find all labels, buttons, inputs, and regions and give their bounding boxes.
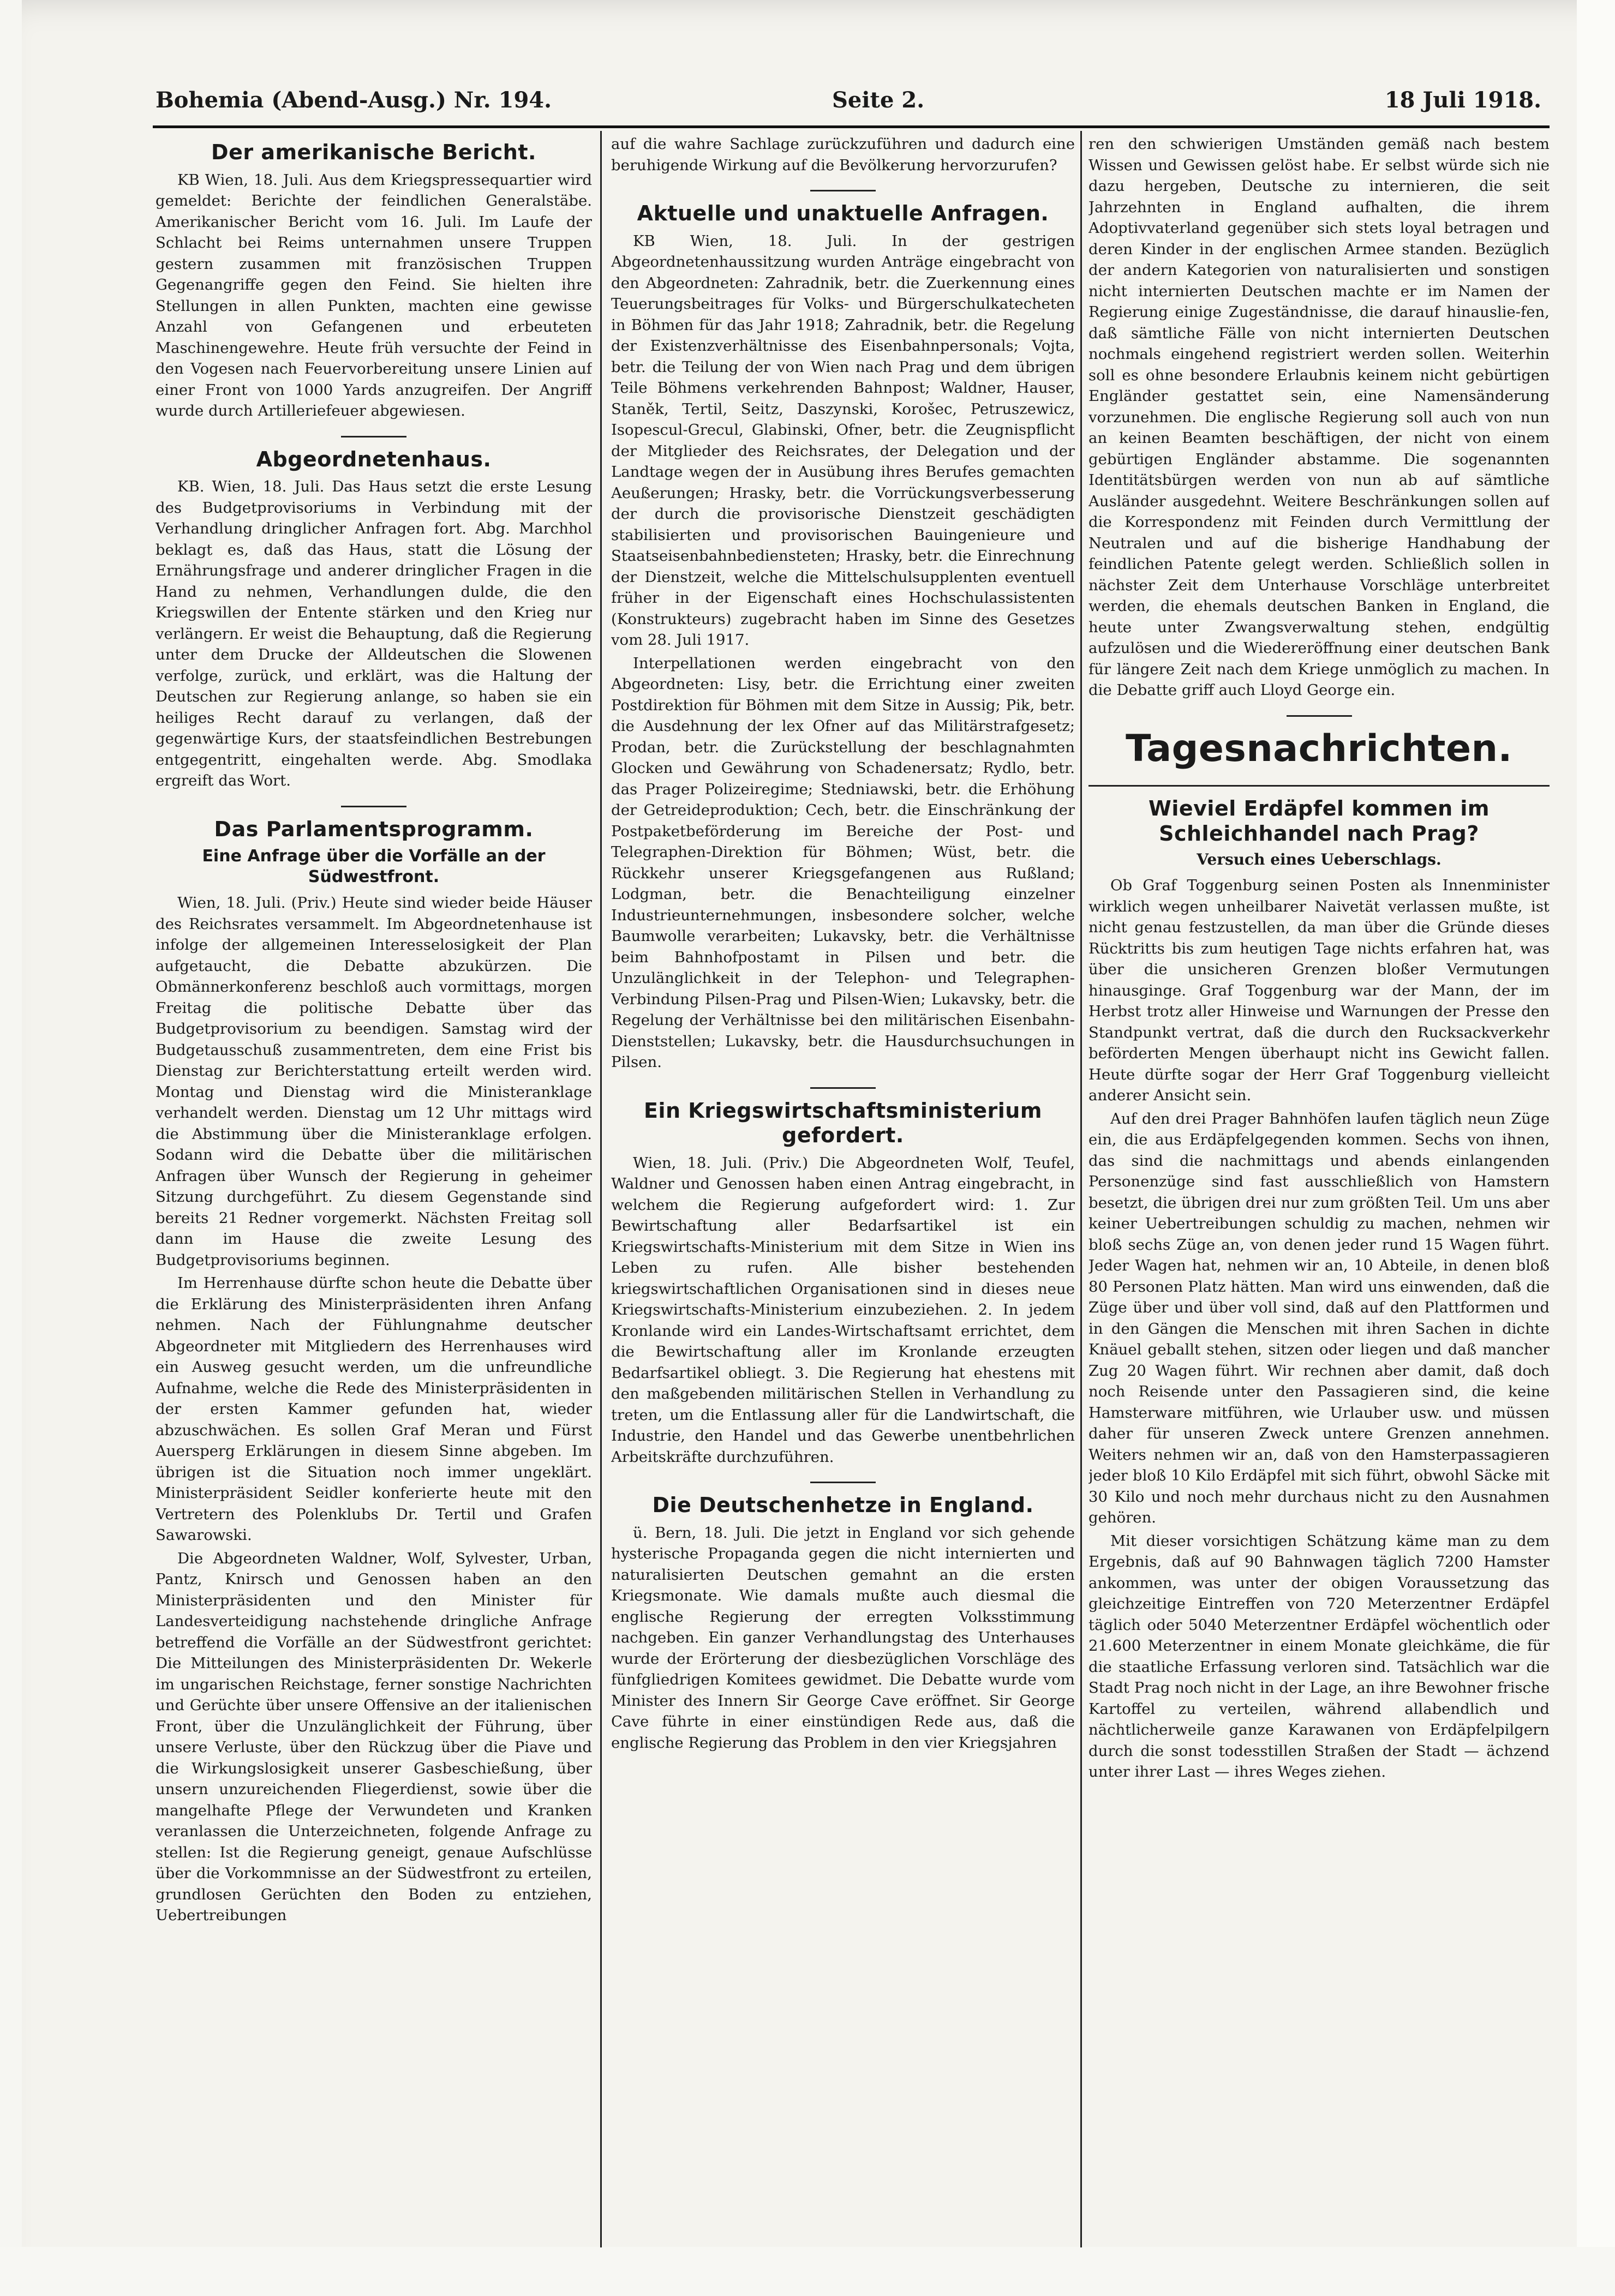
article-separator — [810, 1482, 876, 1483]
article-body — [155, 892, 592, 1926]
article-headline: Wieviel Erdäpfel kommen im Schleichhandel nach Prag? — [1148, 796, 1490, 846]
paragraph: KB Wien, 18. Juli. In der gestrigen Abgeordnetenhaussitzung wurden Anträge eingebracht von den Abgeordneten: Zahradnik, betr. die Zuerkennung eines Teuerungsbeitrages für Volks- und Bürgerschulkatecheten in Böhmen für das Jahr 1918; Zahradnik, betr. die Regelung der Existenzverhältnisse des Eisenbahnpersonals; Vojta, betr. die Teilung der von Wien nach Prag und dem übrigen Teile Böhmens verkehrenden Bahnpost; Waldner, Hauser, Staněk, Tertil, Seitz, Daszynski, Korošec, Petruszewicz, Isopescul-Grecul, Glabinski, Ofner, betr. die Zeugnispflicht der Mitglieder des Reichsrates, der Delegation und der Landtage wegen der in Ausübung ihres Berufes gemachten Aeußerungen; Hrasky, betr. die Vorrückungsverbesserung der durch die provisorische Dienstzeit geschädigten stabilisierten und provisorischen Bauingenieure und Staatseisenbahnbediensteten; Hrasky, betr. die Einrechnung der Dienstzeit, welche die Mittelschulsupplenten eventuell früher in der Eigenschaft eines Hochschulassistenten (Konstrukteurs) zugebracht haben im Sinne des Gesetzes vom 28. Juli 1917. — [611, 232, 1075, 649]
paragraph: Ob Graf Toggenburg seinen Posten als Innenminister wirklich wegen unheilbarer Naivetät verlassen mußte, ist nicht genau festzustellen, da man über die Gründe dieses Rücktritts bis zum heutigen Tage nichts erfahren hat, was über die unsicheren Grenzen bloßer Vermutungen hinausginge. Graf Toggenburg war der Mann, der im Herbst trotz aller Hinweise und Warnungen der Presse den Standpunkt vertrat, daß die durch den Rucksackverkehr beförderten Mengen überhaupt nicht ins Gewicht fallen. Heute dürfte sogar der Herr Graf Toggenburg vielleicht anderer Ansicht sein. — [1088, 877, 1550, 1105]
article-kicker: Versuch eines Ueberschlags. — [1197, 850, 1441, 869]
paragraph: KB. Wien, 18. Juli. Das Haus setzt die erste Lesung des Budgetprovisoriums in Verbindung mit der Verhandlung dringlicher Anfragen fort. Abg. Marchhol beklagt es, daß das Haus, statt die Lösung der Ernährungsfrage und anderer dringlicher Fragen in die Hand zu nehmen, Verhandlungen dulde, die den Kriegswillen der Entente stärken und den Krieg nur verlängern. Er weist die Behauptung, daß die Regierung unter dem Drucke der Alldeutschen die Slowenen verfolge, zurück, und erklärt, was die Haltung der Deutschen zur Regierung anlange, so haben sie ein heiliges Recht darauf zu verlangen, daß der gegenwärtige Kurs, der staatsfeindlichen Bestrebungen entgegentritt, eingehalten werde. Abg. Smodlaka ergreift das Wort. — [155, 478, 592, 790]
article — [1088, 134, 1550, 701]
column-2 — [611, 134, 1075, 2207]
paragraph: Interpellationen werden eingebracht von den Abgeordneten: Lisy, betr. die Errichtung einer zweiten Postdirektion für Böhmen mit dem Sitze in Aussig; Pik, betr. die Ausdehnung der lex Ofner auf das Militärstrafgesetz; Prodan, betr. die Zurückstellung der beschlagnahmten Glocken und Gewährung von Schadenersatz; Rydlo, betr. das Prager Polizeiregime; Stedniawski, betr. die Erhöhung der Getreideproduktion; Cech, betr. die Einschränkung der Postpaketbeförderung im Bereiche der Post- und Telegraphen-Direktion für Böhmen; Wüst, betr. die Rückkehr unserer Kriegsgefangenen aus Rußland; Lodgman, betr. die Benachteiligung einzelner Industrieunternehmungen, insbesondere solcher, welche Baumwolle verarbeiten; Lukavsky, betr. die Verhältnisse beim Bahnhofpostamt in Pilsen und betr. die Unzulänglichkeit in der Telephon- und Telegraphen-Verbindung Pilsen-Prag und Pilsen-Wien; Lukavsky, betr. die Regelung der Verhältnisse bei den militärischen Eisenbahn-Dienststellen; Lukavsky, betr. die Hausdurchsuchungen in Pilsen. — [611, 654, 1075, 1071]
article — [611, 1099, 1075, 1468]
article-body — [611, 1153, 1075, 1468]
article-body — [155, 170, 592, 422]
page-edge-right — [1577, 0, 1615, 2296]
paragraph: Die Abgeordneten Waldner, Wolf, Sylvester, Urban, Pantz, Knirsch und Genossen haben an den Ministerpräsidenten und den Minister für Landesverteidigung nachstehende dringliche Anfrage betreffend die Vorfälle an der Südwestfront gerichtet: Die Mitteilungen des Ministerpräsidenten Dr. Wekerle im ungarischen Reichstage, ferner sonstige Nachrichten und Gerüchte über unsere Offensive an der italienischen Front, über die Unzulänglichkeit der Führung, über unsere Verluste, über den Rückzug über die Piave und die Wirkungslosigkeit unserer Gasbeschießung, über unsern unzureichenden Fliegerdienst, sowie über die mangelhafte Pflege der Verwundeten und Kranken veranlassen die Unterzeichneten, folgende Anfrage zu stellen: Ist die Regierung geneigt, genaue Aufschlüsse über die Vorkommnisse an der Südwestfront zu erteilen, grundlosen Gerüchten den Boden zu entziehen, Uebertreibungen — [155, 1549, 592, 1925]
article — [155, 140, 592, 422]
section-title: Tagesnachrichten. — [1126, 727, 1512, 770]
article-headline: Ein Kriegswirtschaftsministerium gefordert. — [644, 1098, 1042, 1148]
paragraph: ren den schwierigen Umständen gemäß nach bestem Wissen und Gewissen gelöst habe. Er selbst würde sich nie dazu hergeben, Deutsche zu internieren, die seit Jahrzehnten in England aufhalten, die ihrem Adoptivvaterland gegenüber sich stets loyal betragen und deren Kinder in der englischen Armee standen. Bezüglich der andern Kategorien von naturalisierten und sonstigen nicht internierten Deutschen machte er im Namen der Regierung einige Zugeständnisse, die darauf hinauslie-fen, daß sämtliche Fälle von nicht internierten Deutschen nochmals eingehend registriert werden sollen. Weiterhin soll es ohne besondere Erlaubnis keinem nicht gebürtigen Engländer gestattet sein, eine Namensänderung vorzunehmen. Die englische Regierung soll auch von nun an keinen Beamten beschäftigen, der nicht von einem gebürtigen Engländer abstamme. Die sogenannten Identitätsbürgen werden von nun ab auf sämtliche Ausländer ausgedehnt. Weitere Beschränkungen sollen auf die Korrespondenz mit Feinden durch Vermittlung der Neutralen und auf die bisherige Handhabung der feindlichen Patente gelegt werden. Schließlich sollen in nächster Zeit dem Unterhause Vorschläge unterbreitet werden, die ehemals deutschen Banken in England, die heute unter Zwangsverwaltung stehen, endgültig aufzulösen und die Wiedereröffnung einer deutschen Bank für längere Zeit nach dem Kriege unmöglich zu machen. In die Debatte griff auch Lloyd George ein. — [1088, 135, 1550, 699]
column-divider — [1080, 131, 1082, 2247]
column-divider — [600, 131, 602, 2247]
article — [611, 134, 1075, 176]
article-separator — [1287, 715, 1352, 717]
page-edge-left — [0, 0, 22, 2296]
article-headline: Das Parlamentsprogramm. — [214, 817, 534, 841]
article-headline: Die Deutschenhetze in England. — [652, 1493, 1034, 1518]
page-edge-bottom — [0, 2247, 1615, 2296]
article-body — [611, 1522, 1075, 1754]
article-body — [155, 476, 592, 792]
page-number: Seite 2. — [832, 87, 925, 113]
issue-date: 18 Juli 1918. — [1384, 87, 1541, 113]
article-subhead: Eine Anfrage über die Vorfälle an der Südwestfront. — [202, 847, 546, 886]
article-headline: Der amerikanische Bericht. — [211, 140, 536, 164]
masthead-issue: Bohemia (Abend-Ausg.) Nr. 194. — [155, 87, 552, 113]
header-rule — [153, 125, 1550, 128]
article-separator — [810, 190, 876, 191]
running-head — [155, 82, 1541, 120]
paragraph: Mit dieser vorsichtigen Schätzung käme man zu dem Ergebnis, daß auf 90 Bahnwagen täglich 7200 Hamster ankommen, was unter der obigen Voraussetzung das gleichzeitige Eintreffen von 720 Meterzentner Erdäpfel täglich oder 5040 Meterzentner Erdäpfel wöchentlich oder 21.600 Meterzentner in einem Monate gleichkäme, die für die staatliche Erfassung verloren sind. Tatsächlich war die Stadt Prag noch nicht in der Lage, an ihre Bewohner frische Kartoffel zu verteilen, während allabendlich und nächtlicherweile ganze Karawanen von Erdäpfelpilgern durch die sonst todesstillen Straßen der Stadt — ächzend unter ihrer Last — ihres Weges ziehen. — [1088, 1532, 1550, 1781]
article-headline: Abgeordnetenhaus. — [256, 447, 492, 471]
paragraph: Wien, 18. Juli. (Priv.) Heute sind wieder beide Häuser des Reichsrates versammelt. Im Abgeordnetenhause ist infolge der allgemeinen Interesselosigkeit der Plan aufgetaucht, die Debatte abzukürzen. Die Obmännerkonferenz beschloß auch vormittags, morgen Freitag die politische Debatte über das Budgetprovisorium zu beendigen. Samstag wird der Budgetausschuß zusammentreten, dem eine Frist bis Dienstag zur Berichterstattung erteilt werden wird. Montag und Dienstag wird die Ministeranklage verhandelt werden. Dienstag um 12 Uhr mittags wird die Abstimmung über die Ministeranklage erfolgen. Sodann wird die Debatte über die militärischen Anfragen über Wunsch der Regierung in geheimer Sitzung durchgeführt. Zu diesem Gegenstande sind bereits 21 Redner vorgemerkt. Nächsten Freitag soll dann im Hause die zweite Lesung des Budgetprovisoriums beginnen. — [155, 894, 592, 1269]
article — [1088, 796, 1550, 1783]
article-separator — [341, 806, 406, 807]
paragraph: Wien, 18. Juli. (Priv.) Die Abgeordneten Wolf, Teufel, Waldner und Genossen haben einen Antrag eingebracht, in welchem die Regierung aufgefordert wird: 1. Zur Bewirtschaftung aller Bedarfsartikel ist ein Kriegswirtschafts-Ministerium mit dem Sitze in Wien ins Leben zu rufen. Alle bisher bestehenden kriegswirtschaftlichen Organisationen sind in dieses neue Kriegswirtschafts-Ministerium einzubeziehen. 2. In jedem Kronlande wird ein Landes-Wirtschaftsamt errichtet, dem die Bewirtschaftung aller im Kronlande erzeugten Bedarfsartikel obliegt. 3. Die Regierung hat ehestens mit den maßgebenden militärischen Stellen in Verhandlung zu treten, um die Entlassung aller für die Landwirtschaft, die Industrie, den Handel und das Gewerbe unentbehrlichen Arbeitskräfte durchzuführen. — [611, 1154, 1075, 1466]
article-separator — [341, 436, 406, 437]
paragraph: KB Wien, 18. Juli. Aus dem Kriegspressequartier wird gemeldet: Berichte der feindlichen Generalstäbe. Amerikanischer Bericht vom 16. Juli. Im Laufe der Schlacht bei Reims unternahmen unsere Truppen gestern zusammen mit französischen Truppen Gegenangriffe gegen den Feind. Sie hielten ihre Stellungen in allen Punkten, machten eine gewisse Anzahl von Gefangenen und erbeuteten Maschinengewehre. Heute früh versuchte der Feind in den Vogesen nach Feuervorbereitung unsere Linien auf einer Front von 1000 Yards anzugreifen. Der Angriff wurde durch Artilleriefeuer abgewiesen. — [155, 171, 592, 420]
article-body — [611, 134, 1075, 176]
paragraph: Auf den drei Prager Bahnhöfen laufen täglich neun Züge ein, die aus Erdäpfelgegenden kommen. Sechs von ihnen, das sind die nachmittags und abends einlangenden Personenzüge sind fast ausschließlich von Hamstern besetzt, die übrigen drei nur zum größten Teil. Um uns aber keiner Uebertreibungen schuldig zu machen, nehmen wir bloß sechs Züge an, von denen jeder rund 15 Wagen führt. Jeder Wagen hat, nehmen wir an, 10 Abteile, in denen bloß 80 Personen Platz hätten. Man wird uns einwenden, daß die Züge über und über voll sind, daß auf den Plattformen und in den Gängen die Menschen mit ihren Sachen in dichte Knäuel geballt stehen, sitzen oder liegen und daß mancher Zug 20 Wagen führt. Wir rechnen aber damit, daß doch noch Reisende unter den Passagieren sind, die keine Hamsterware mitführen, wie Urlauber usw. und müssen daher für unseren Zweck untere Grenzen annehmen. Weiters nehmen wir an, daß von den Hamsterpassagieren jeder bloß 10 Kilo Erdäpfel mit sich führt, obwohl Säcke mit 30 Kilo und noch mehr durchaus nicht zu den Ausnahmen gehören. — [1088, 1110, 1550, 1527]
article — [155, 447, 592, 792]
column-3 — [1088, 134, 1550, 2207]
column-1 — [155, 134, 592, 2207]
article-headline: Aktuelle und unaktuelle Anfragen. — [637, 201, 1049, 225]
article-body — [611, 231, 1075, 1073]
article-body — [1088, 875, 1550, 1783]
article-separator — [1088, 785, 1550, 787]
paragraph: ü. Bern, 18. Juli. Die jetzt in England vor sich gehende hysterische Propaganda gegen die nicht internierten und naturalisierten Deutschen gemahnt an die ersten Kriegsmonate. Wie damals mußte auch diesmal die englische Regierung der erregten Volksstimmung nachgeben. Ein ganzer Verhandlungstag des Unterhauses wurde der Erörterung der diesbezüglichen Vorschläge des fünfgliedrigen Komitees gewidmet. Die Debatte wurde vom Minister des Innern Sir George Cave eröffnet. Sir George Cave führte in einer einstündigen Rede aus, daß die englische Regierung das Problem in den vier Kriegsjahren — [611, 1524, 1075, 1752]
paragraph: auf die wahre Sachlage zurückzuführen und dadurch eine beruhigende Wirkung auf die Bevölkerung hervorzurufen? — [611, 135, 1075, 174]
article-separator — [810, 1087, 876, 1089]
article — [611, 201, 1075, 1073]
article — [611, 1493, 1075, 1753]
article-body — [1088, 134, 1550, 701]
article — [155, 817, 592, 1926]
paragraph: Im Herrenhause dürfte schon heute die Debatte über die Erklärung des Ministerpräsidenten ihren Anfang nehmen. Nach der Fühlungnahme deutscher Abgeordneter mit Mitgliedern des Herrenhauses wird ein Ausweg gesucht werden, um die unfreundliche Aufnahme, welche die Rede des Ministerpräsidenten in der ersten Kammer gefunden hat, wieder abzuschwächen. Es sollen Graf Meran und Fürst Auersperg Erklärungen in diesem Sinne abgeben. Im übrigen ist die Situation noch immer ungeklärt. Ministerpräsident Seidler konferierte heute mit den Vertretern des Polenklubs Dr. Tertil und Grafen Sawarowski. — [155, 1274, 592, 1544]
article — [1088, 727, 1550, 771]
